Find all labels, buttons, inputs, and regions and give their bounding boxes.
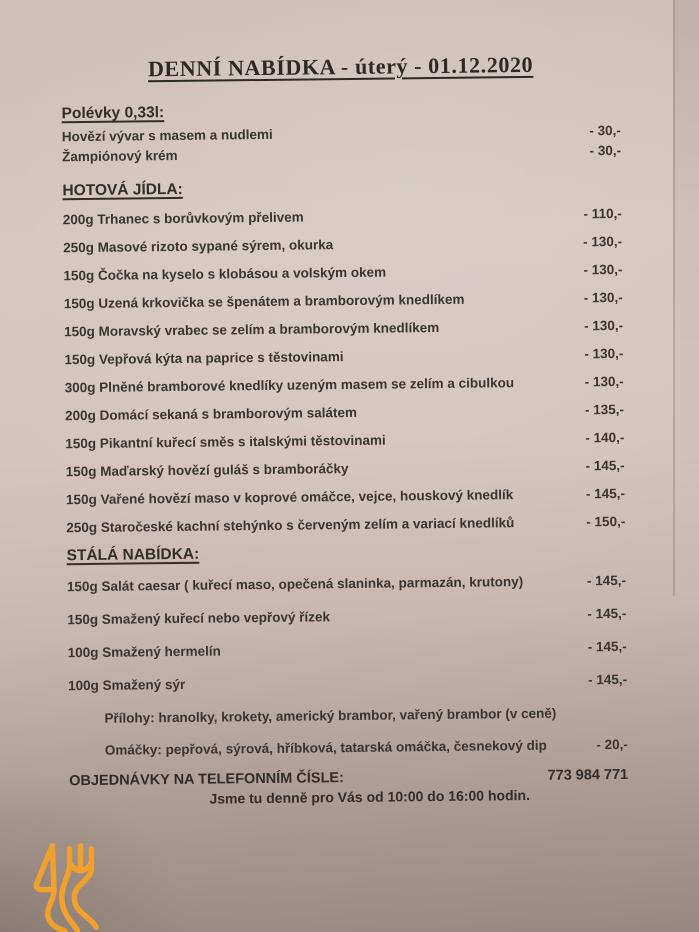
menu-item-name: 300g Plněné bramborové knedlíky uzeným masem se zelím a cibulkou <box>64 375 515 396</box>
menu-item-price: - 140,- <box>585 429 625 446</box>
menu-item-row <box>65 400 624 426</box>
menu-item-row <box>67 604 626 630</box>
orders-label: OBJEDNÁVKY NA TELEFONNÍM ČÍSLE: <box>69 770 344 790</box>
menu-item-price: - 145,- <box>587 605 627 622</box>
menu-item-price: - 145,- <box>587 671 628 688</box>
menu-item-name: 150g Vařené hovězí maso v koprové omáčce, vejce, houskový knedlík <box>65 487 514 508</box>
menu-item-name: Hovězí vývar s masem a nudlemi <box>61 126 273 145</box>
menu-item-row <box>68 670 627 696</box>
menu-item-price: - 130,- <box>584 373 624 390</box>
menu-item-price: - 150,- <box>586 513 626 530</box>
menu-item-price: - 30,- <box>589 142 622 159</box>
menu-item-row <box>66 512 625 538</box>
menu-item-price: - 145,- <box>585 485 626 502</box>
menu-item-name: 100g Smažený sýr <box>68 676 186 694</box>
menu-item-name: 150g Pikantní kuřecí směs s italskými těstovinami <box>65 432 386 452</box>
menu-item-row <box>68 637 627 663</box>
menu-item-row <box>65 428 624 454</box>
menu-item-row <box>65 372 624 398</box>
section-heading-permanent-offer: STÁLÁ NABÍDKA: <box>66 545 200 565</box>
menu-item-name: 150g Uzená krkovička se špenátem a bramborovým knedlíkem <box>63 291 465 312</box>
menu-item-row <box>64 288 623 314</box>
extras-row-sauces <box>69 735 628 761</box>
menu-item-name: 200g Trhanec s borůvkovým přelivem <box>62 209 304 228</box>
menu-item-price: - 130,- <box>584 345 624 362</box>
section-soups <box>62 99 622 167</box>
menu-item-name: 150g Moravský vrabec se zelím a bramborovým knedlíkem <box>64 319 440 340</box>
menu-item-name: 200g Domácí sekaná s bramborovým salátem <box>64 404 358 424</box>
section-hot-meals <box>62 176 625 538</box>
menu-item-price: - 145,- <box>587 638 627 655</box>
menu-item-row <box>64 316 623 342</box>
menu-item-name: 150g Vepřová kýta na paprice s těstovinami <box>64 349 344 368</box>
menu-item-name: 150g Čočka na kyselo s klobásou a volským okem <box>63 264 387 284</box>
menu-item-name: 250g Staročeské kachní stehýnko s červeným zelím a variací knedlíků <box>66 515 515 536</box>
menu-item-price: - 130,- <box>583 289 623 306</box>
section-extras <box>68 703 628 761</box>
extras-sauces-text: Omáčky: pepřová, sýrová, hříbková, tatarská omáčka, česnekový dip <box>104 737 547 758</box>
menu-item-name: 150g Smažený kuřecí nebo vepřový řízek <box>67 609 331 628</box>
menu-item-name: 150g Maďarský hovězí guláš s bramboráčky <box>65 461 349 480</box>
menu-item-row <box>63 260 622 286</box>
section-heading-hot-meals: HOTOVÁ JÍDLA: <box>62 180 183 200</box>
menu-item-price: - 130,- <box>583 317 624 334</box>
menu-item-row <box>66 484 625 510</box>
menu-item-row <box>66 456 625 482</box>
page-title: DENNÍ NABÍDKA - úterý - 01.12.2020 <box>147 51 534 82</box>
menu-item-name: 150g Salát caesar ( kuřecí maso, opečená slaninka, parmazán, krutony) <box>66 574 524 595</box>
fork-knife-logo-icon <box>18 836 104 932</box>
menu-item-name: 250g Masové rizoto sypané sýrem, okurka <box>63 237 334 256</box>
section-heading-soups: Polévky 0,33l: <box>61 104 165 123</box>
menu-item-name: 100g Smažený hermelín <box>67 643 221 661</box>
menu-item-row <box>67 571 626 597</box>
menu-item-row <box>63 204 622 230</box>
menu-item-row <box>63 232 622 258</box>
menu-item-price: - 145,- <box>586 572 627 589</box>
extras-row-sides <box>68 703 627 729</box>
phone-number: 773 984 771 <box>547 766 629 784</box>
menu-item-price: - 145,- <box>585 457 625 474</box>
opening-hours: Jsme tu denně pro Vás od 10:00 do 16:00 hodin. <box>209 786 530 807</box>
menu-item-name: Žampiónový krém <box>62 147 178 165</box>
menu-item-row <box>64 344 623 370</box>
section-permanent-offer <box>67 541 628 696</box>
menu-item-price: - 130,- <box>582 233 623 250</box>
menu-item-price: - 135,- <box>584 401 625 418</box>
menu-item-price: - 130,- <box>583 261 623 278</box>
menu-item-price: - 30,- <box>589 122 621 139</box>
extras-sauces-price: - 20,- <box>596 736 628 753</box>
extras-sides-text: Přílohy: hranolky, krokety, americký brambor, vařený brambor (v ceně) <box>104 705 557 726</box>
menu-item-price: - 110,- <box>583 205 622 222</box>
